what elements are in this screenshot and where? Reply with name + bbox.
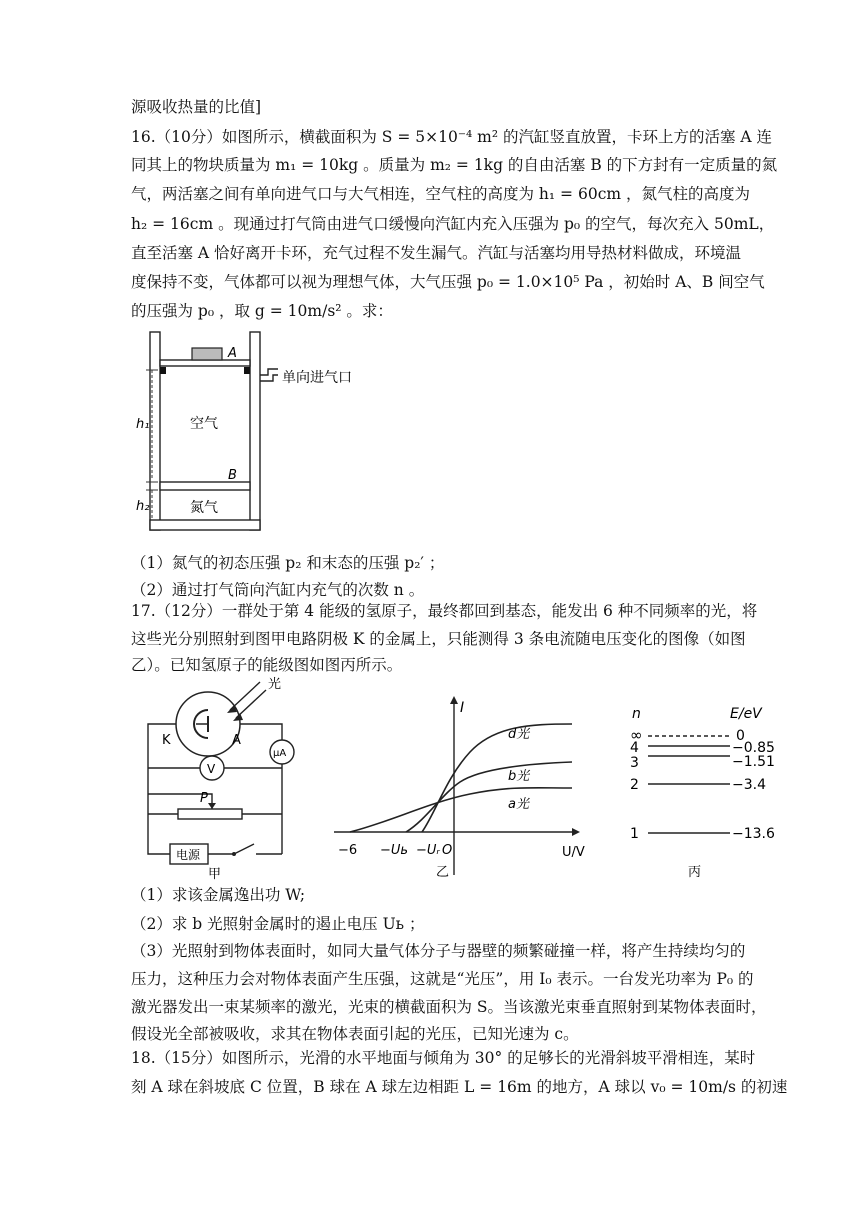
tick-minus-Ur: −Uᵣ	[416, 843, 440, 858]
label-E: E/eV	[730, 706, 762, 722]
q16-line-1: 16.（10分）如图所示，横截面积为 S = 5×10⁻⁴ m² 的汽缸竖直放置，卡环上方的活塞 A 连	[131, 128, 773, 146]
piston-B	[160, 482, 250, 490]
level-n-4: 4	[630, 740, 639, 756]
weight-block	[192, 348, 222, 360]
light-ray-1	[230, 682, 260, 710]
level-n-2: 2	[630, 777, 639, 793]
q16-line-3: 气，两活塞之间有单向进气口与大气相连，空气柱的高度为 h₁ = 60cm ，氮气柱的高度为	[131, 185, 750, 203]
curve-a	[350, 788, 572, 832]
label-light: 光	[268, 677, 282, 692]
q16-line-4: h₂ = 16cm 。现通过打气筒由进气口缓慢向汽缸内充入压强为 p₀ 的空气，每次充入 50mL，	[131, 215, 775, 233]
label-b-light: b光	[508, 769, 530, 784]
level-n-inf: ∞	[630, 726, 643, 744]
label-a-light: a光	[508, 797, 529, 812]
q16-line-2: 同其上的物块质量为 m₁ = 10kg 。质量为 m₂ = 1kg 的自由活塞 B 的下方封有一定质量的氮	[131, 156, 778, 174]
label-air: 空气	[190, 416, 218, 432]
curve-b	[406, 762, 572, 832]
label-h1: h₁	[136, 417, 150, 432]
label-n: n	[632, 706, 641, 722]
level-n-3: 3	[630, 755, 639, 771]
energy-level-diagram	[620, 700, 790, 885]
label-uA: μA	[273, 748, 287, 759]
label-B: B	[228, 468, 237, 483]
wire-right	[240, 724, 282, 740]
tick-minus-6: −6	[338, 843, 358, 858]
q17-sub3-line-3: 激光器发出一束某频率的激光，光束的横截面积为 S。当该激光束垂直照射到某物体表面时，	[131, 998, 767, 1016]
clamp-ring-right	[244, 367, 250, 374]
q17-line-3: 乙）。已知氢原子的能级图如图丙所示。	[131, 656, 403, 674]
label-K: K	[162, 733, 171, 748]
label-inlet: 单向进气口	[282, 370, 352, 386]
cylinder-figure	[130, 330, 440, 545]
q17-sub1: （1）求该金属逸出功 W;	[131, 886, 306, 904]
q16-line-6: 度保持不变，气体都可以视为理想气体，大气压强 p₀ = 1.0×10⁵ Pa ，初始时 A、B 间空气	[131, 273, 765, 291]
caption-yi: 乙	[436, 865, 450, 880]
circuit-figure	[130, 672, 305, 882]
q16-line-7: 的压强为 p₀ ，取 g = 10m/s² 。求：	[131, 302, 393, 320]
label-A: A	[228, 346, 237, 361]
level-E-inf: 0	[736, 728, 745, 744]
level-E-3: −1.51	[732, 754, 775, 770]
label-A-jia: A	[232, 733, 241, 748]
q17-line-1: 17.（12分）一群处于第 4 能级的氢原子，最终都回到基态，能发出 6 种不同频率的光，将	[131, 602, 758, 620]
clamp-ring-left	[160, 367, 166, 374]
label-source: 电源	[176, 848, 201, 862]
level-E-4: −0.85	[732, 740, 775, 756]
iu-graph	[330, 690, 600, 880]
q18-line-2: 刻 A 球在斜坡底 C 位置，B 球在 A 球左边相距 L = 16m 的地方，A 球以 v₀ = 10m/s 的初速	[131, 1078, 788, 1096]
q16-sub2: （2）通过打气筒向汽缸内充气的次数 n 。	[131, 581, 425, 599]
caption-jia: 甲	[208, 867, 222, 882]
curve-d	[422, 724, 572, 832]
label-I: I	[460, 700, 465, 716]
switch	[234, 844, 254, 854]
cylinder-right-wall	[250, 332, 260, 530]
q17-sub3-line-4: 假设光全部被吸收，求其在物体表面引起的光压，已知光速为 c。	[131, 1025, 579, 1043]
tick-origin: O	[442, 843, 453, 858]
level-n-1: 1	[630, 826, 639, 842]
rheostat	[178, 809, 242, 819]
label-d-light: d光	[508, 727, 530, 742]
label-n2: 氮气	[190, 500, 218, 516]
intro-line: 源吸收热量的比值]	[131, 98, 262, 116]
q18-line-1: 18.（15分）如图所示，光滑的水平地面与倾角为 30° 的足够长的光滑斜坡平滑相连，某时	[131, 1049, 756, 1067]
q17-line-2: 这些光分别照射到图甲电路阴极 K 的金属上，只能测得 3 条电流随电压变化的图像（如图	[131, 630, 746, 648]
level-E-1: −13.6	[732, 826, 775, 842]
label-P: P	[200, 791, 208, 806]
level-E-2: −3.4	[732, 777, 766, 793]
label-U: U/V	[562, 845, 585, 860]
q16-sub1: （1）氮气的初态压强 p₂ 和末态的压强 p₂′ ；	[131, 554, 445, 572]
q16-line-5: 直至活塞 A 恰好离开卡环，充气过程不发生漏气。汽缸与活塞均用导热材料做成，环境温	[131, 244, 742, 262]
cylinder-bottom	[150, 520, 260, 530]
tick-minus-Ub: −Uь	[380, 843, 409, 858]
q17-sub3-line-1: （3）光照射到物体表面时，如同大量气体分子与器壁的频繁碰撞一样，将产生持续均匀的	[131, 942, 746, 960]
q17-sub3-line-2: 压力，这种压力会对物体表面产生压强，这就是“光压”，用 I₀ 表示。一台发光功率为 P₀ 的	[131, 970, 754, 988]
label-h2: h₂	[136, 499, 150, 514]
caption-bing: 丙	[688, 865, 702, 880]
light-ray-2	[236, 690, 266, 718]
inlet-pipe	[260, 369, 278, 381]
q17-sub2: （2）求 b 光照射金属时的遏止电压 Uь ；	[131, 915, 425, 933]
label-V: V	[207, 762, 216, 776]
